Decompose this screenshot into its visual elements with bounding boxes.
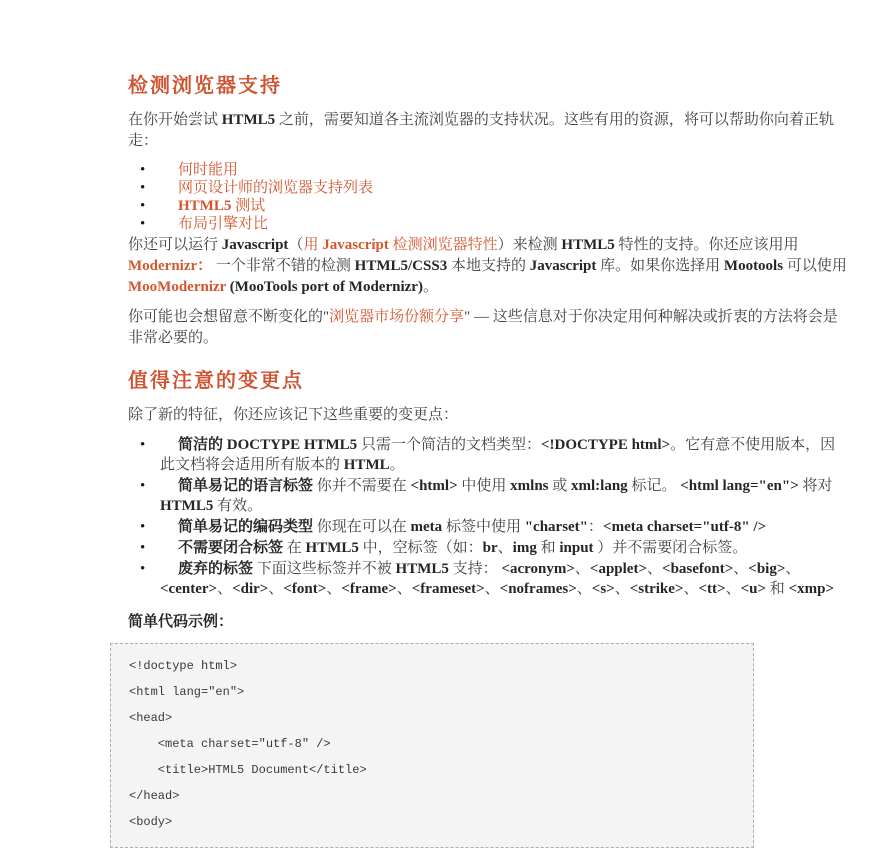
text-segment: <html> <box>410 478 458 494</box>
document-content <box>128 74 850 848</box>
text-segment: ： <box>588 519 604 535</box>
text-segment: (MooTools port of Modernizr) <box>226 279 423 295</box>
text-segment: <noframes> <box>499 581 577 597</box>
text-segment: 、 <box>576 581 592 597</box>
text-segment: 在你开始尝试 <box>128 112 222 128</box>
text-segment: 有效。 <box>213 498 263 514</box>
text-segment: <frame> <box>341 581 397 597</box>
text-segment: 、 <box>683 581 699 597</box>
text-segment: 你现在可以在 <box>313 519 411 535</box>
text-segment: 标签中使用 <box>442 519 525 535</box>
inline-link[interactable]: 用 <box>303 237 323 253</box>
text-segment: 、 <box>647 561 663 577</box>
text-segment: xmlns <box>510 478 549 494</box>
text-segment: ）来检测 <box>497 237 562 253</box>
list-item-layout-engine-comparison <box>128 215 850 233</box>
text-segment: HTML5 <box>303 437 358 453</box>
inline-link[interactable]: 网页设计师的浏览器支持列表 <box>178 180 374 196</box>
text-segment: 在 <box>283 540 306 556</box>
text-segment: 简单易记的编码类型 <box>178 519 314 535</box>
list-item-no-closing-tags <box>128 538 850 558</box>
text-segment: <basefont> <box>662 561 734 577</box>
list-item-language-tag <box>128 476 850 516</box>
text-segment: 你还可以运行 <box>128 237 222 253</box>
text-segment: <s> <box>591 581 615 597</box>
text-segment: 。 <box>422 279 438 295</box>
text-segment: 、 <box>396 581 412 597</box>
text-segment: 中，空标签（如： <box>358 540 483 556</box>
inline-link[interactable]: MooModernizr <box>128 279 227 295</box>
text-segment: HTML5 <box>221 112 276 128</box>
text-segment: 、 <box>484 581 500 597</box>
text-segment: 、 <box>574 561 590 577</box>
text-segment: 一个非常不错的检测 <box>212 258 355 274</box>
inline-link[interactable]: Modernizr： <box>128 258 213 274</box>
text-segment: 废弃的标签 <box>178 561 254 577</box>
javascript-detection-paragraph <box>128 235 850 298</box>
text-segment: 、 <box>326 581 342 597</box>
text-segment: <u> <box>740 581 767 597</box>
code-line: <title>HTML5 Document</title> <box>129 763 367 777</box>
text-segment: 、 <box>268 581 284 597</box>
text-segment: <strike> <box>629 581 684 597</box>
text-segment: img <box>512 540 537 556</box>
code-line: <body> <box>129 815 173 829</box>
text-segment: <xmp> <box>788 581 834 597</box>
text-segment: 中使用 <box>457 478 511 494</box>
list-item-html5-test <box>128 197 850 215</box>
code-sample-label <box>128 612 850 633</box>
text-segment: 简单易记的语言标签 <box>178 478 314 494</box>
text-segment: 、 <box>614 581 630 597</box>
text-segment: <applet> <box>589 561 647 577</box>
text-segment: <frameset> <box>411 581 485 597</box>
section-heading-detect-browser-support: 检测浏览器支持 <box>128 75 282 97</box>
code-line: <head> <box>129 711 173 725</box>
code-line: <html lang="en"> <box>129 685 245 699</box>
code-line: <meta charset="utf-8" /> <box>129 737 331 751</box>
text-segment: 。 <box>389 457 405 473</box>
changes-intro-paragraph <box>128 405 850 426</box>
inline-link[interactable]: 何时能用 <box>178 162 239 178</box>
text-segment: <font> <box>283 581 327 597</box>
text-segment: HTML <box>343 457 390 473</box>
text-segment: 标记。 <box>627 478 681 494</box>
list-item-when-can-i-use <box>128 161 850 179</box>
code-sample-block <box>110 643 754 848</box>
list-item-deprecated-tags <box>128 559 850 599</box>
text-segment: <!DOCTYPE html> <box>540 437 671 453</box>
text-segment: input <box>559 540 594 556</box>
text-segment: <tt> <box>698 581 726 597</box>
text-segment: HTML5/CSS3 <box>354 258 448 274</box>
text-segment: 简单代码示例： <box>128 614 234 630</box>
text-segment: 下面这些标签并不被 <box>253 561 396 577</box>
text-segment: 本地支持的 <box>447 258 530 274</box>
text-segment: 之前，需要知道各主流浏览器的支持状况。这些有用的资源，将可以帮助你向着正轨走： <box>128 112 834 149</box>
text-segment: xml:lang <box>571 478 628 494</box>
intro-paragraph <box>128 110 850 152</box>
text-segment: 和 <box>766 581 789 597</box>
text-segment: 、 <box>217 581 233 597</box>
inline-link[interactable]: Javascript <box>322 237 389 253</box>
market-share-paragraph <box>128 307 850 349</box>
text-segment: 和 <box>536 540 560 556</box>
inline-link[interactable]: 测试 <box>231 198 266 214</box>
text-segment: 支持： <box>448 561 502 577</box>
text-segment: 可以使用 <box>783 258 851 274</box>
text-segment: <big> <box>748 561 786 577</box>
code-line: </head> <box>129 789 180 803</box>
text-segment: 你并不需要在 <box>313 478 411 494</box>
text-segment: " — 这些信息对于你决定用何种解决或折衷的方法将会是非常必要的。 <box>128 309 838 346</box>
text-segment: 、 <box>733 561 749 577</box>
text-segment: <center> <box>160 581 218 597</box>
text-segment: 、 <box>785 561 801 577</box>
text-segment: ）并不需要闭合标签。 <box>593 540 748 556</box>
text-segment: 。它有意不使用版本，因此文档将会适用所有版本的 <box>160 437 836 473</box>
text-segment: （ <box>288 237 304 253</box>
text-segment: Javascript <box>221 237 289 253</box>
text-segment: <dir> <box>232 581 269 597</box>
text-segment: HTML5 <box>561 237 615 253</box>
text-segment: HTML5 <box>395 561 449 577</box>
text-segment: 特性的支持。你还应该用用 <box>614 237 803 253</box>
text-segment: 你可能也会想留意不断变化的" <box>128 309 330 325</box>
resource-link-list <box>128 161 850 233</box>
text-segment: HTML5 <box>160 498 214 514</box>
inline-link[interactable]: HTML5 <box>178 198 232 214</box>
inline-link[interactable]: 浏览器市场份额分享 <box>329 309 465 325</box>
code-line: <!doctype html> <box>129 659 238 673</box>
text-segment: 或 <box>548 478 572 494</box>
text-segment: 只需一个简洁的文档类型： <box>357 437 541 453</box>
text-segment: Mootools <box>723 258 784 274</box>
text-segment: 除了新的特征，你还应该记下这些重要的变更点： <box>128 407 459 423</box>
text-segment: 将对 <box>798 478 837 494</box>
text-segment: meta <box>410 519 443 535</box>
list-item-charset <box>128 517 850 537</box>
text-segment: Javascript <box>529 258 597 274</box>
list-item-designer-browser-support-list <box>128 179 850 197</box>
text-segment: 、 <box>497 540 513 556</box>
inline-link[interactable]: 检测浏览器特性 <box>388 237 498 253</box>
text-segment: 库。如果你选择用 <box>596 258 724 274</box>
text-segment: 、 <box>725 581 741 597</box>
text-segment: 简洁的 DOCTYPE <box>178 437 301 453</box>
text-segment: <acronym> <box>501 561 575 577</box>
text-segment: <html lang="en"> <box>680 478 799 494</box>
inline-link[interactable]: 布局引擎对比 <box>178 216 269 232</box>
text-segment: <meta charset="utf-8" /> <box>603 519 767 535</box>
text-segment: 不需要闭合标签 <box>178 540 284 556</box>
text-segment: br <box>482 540 498 556</box>
text-segment: "charset" <box>524 519 589 535</box>
list-item-doctype <box>128 435 850 475</box>
section-heading-notable-changes: 值得注意的变更点 <box>128 370 304 392</box>
text-segment: HTML5 <box>305 540 359 556</box>
changes-list <box>128 435 850 599</box>
